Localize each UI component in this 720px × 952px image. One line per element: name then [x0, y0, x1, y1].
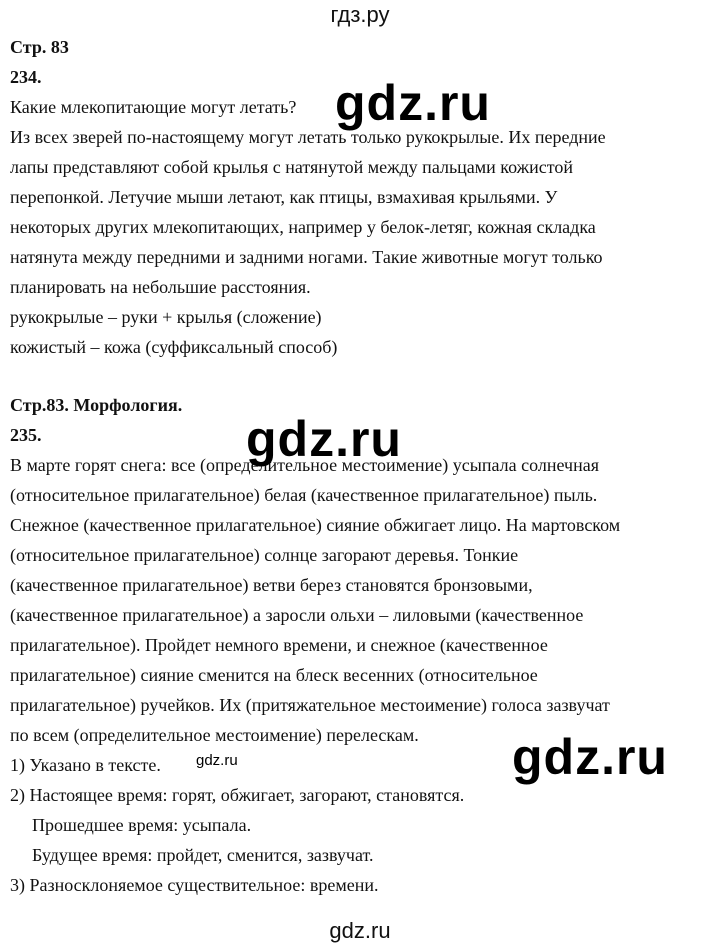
- exercise-234-text: [10, 92, 710, 362]
- text-line: В марте горят снега: все (определительное местоимение) усыпала солнечная: [10, 455, 599, 475]
- text-line: прилагательное) сияние сменится на блеск весенних (относительное: [10, 665, 538, 685]
- text-line: Какие млекопитающие могут летать?: [10, 97, 297, 117]
- text-line: Снежное (качественное прилагательное) сияние обжигает лицо. На мартовском: [10, 515, 621, 535]
- text-line: перепонкой. Летучие мыши летают, как птицы, взмахивая крыльями. У: [10, 187, 558, 207]
- text-line: (качественное прилагательное) ветви берез становятся бронзовыми,: [10, 575, 533, 595]
- text-line: рукокрылые – руки + крылья (сложение): [10, 307, 322, 327]
- text-line: натянута между передними и задними ногами. Такие животные могут только: [10, 247, 603, 267]
- page-reference-2: Стр.83. Морфология.: [10, 395, 183, 415]
- exercise-number-234: 234.: [10, 67, 42, 87]
- answer-line: Будущее время: пройдет, сменится, зазвучат.: [32, 845, 374, 865]
- text-line: лапы представляют собой крылья с натянутой между пальцами кожистой: [10, 157, 574, 177]
- text-line: некоторых других млекопитающих, например у белок-летяг, кожная складка: [10, 217, 596, 237]
- text-line: прилагательное) ручейков. Их (притяжательное местоимение) голоса зазвучат: [10, 695, 610, 715]
- watermark: gdz.ru: [512, 729, 668, 785]
- answer-line: Прошедшее время: усыпала.: [32, 815, 252, 835]
- watermark: gdz.ru: [335, 75, 491, 131]
- answer-line: 2) Настоящее время: горят, обжигает, загорают, становятся.: [10, 785, 465, 805]
- text-line: (относительное прилагательное) солнце загорают деревья. Тонкие: [10, 545, 519, 565]
- site-header: гдз.ру: [330, 2, 390, 27]
- page-reference-1: Стр. 83: [10, 37, 69, 57]
- text-line: Из всех зверей по-настоящему могут летать только рукокрылые. Их передние: [10, 127, 606, 147]
- text-line: планировать на небольшие расстояния.: [10, 277, 311, 297]
- answer-line: 3) Разносклоняемое существительное: времени.: [10, 875, 379, 895]
- site-footer: gdz.ru: [329, 918, 391, 943]
- text-line: (качественное прилагательное) а заросли ольхи – лиловыми (качественное: [10, 605, 584, 625]
- text-line: прилагательное). Пройдет немного времени, и снежное (качественное: [10, 635, 548, 655]
- text-line: кожистый – кожа (суффиксальный способ): [10, 337, 338, 357]
- exercise-number-235: 235.: [10, 425, 42, 445]
- watermark: gdz.ru: [196, 752, 238, 769]
- text-line: (относительное прилагательное) белая (качественное прилагательное) пыль.: [10, 485, 598, 505]
- text-line: по всем (определительное местоимение) перелескам.: [10, 725, 419, 745]
- exercise-235-text: [10, 450, 710, 750]
- watermark: gdz.ru: [246, 411, 402, 467]
- answer-line: 1) Указано в тексте.: [10, 755, 161, 775]
